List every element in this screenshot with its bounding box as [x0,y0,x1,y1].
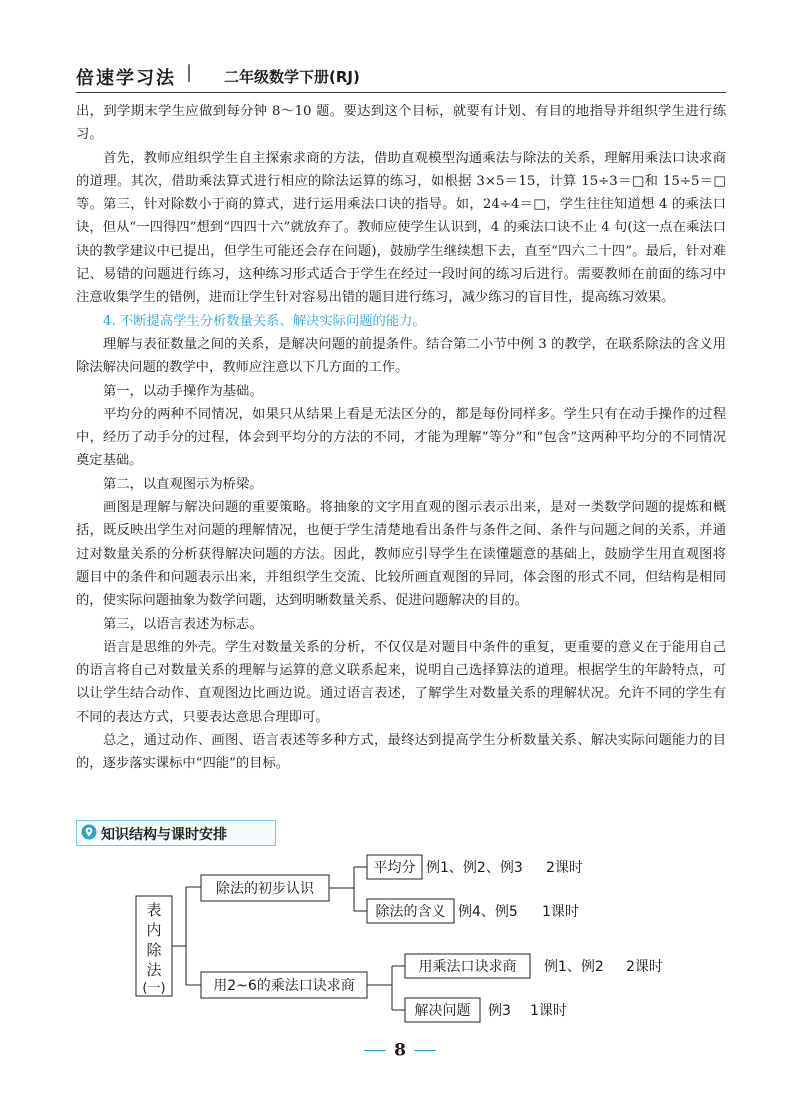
footer-dash [364,1050,386,1051]
body-text [76,100,726,776]
root-char: 法 [146,961,162,979]
section-tag [76,820,276,846]
leaf-label: 解决问题 [414,1003,471,1019]
paragraph: 第二，以直观图示为桥梁。 [103,476,263,492]
section-heading: 4. 不断提高学生分析数量关系、解决实际问题的能力。 [103,313,426,329]
book-title: 二年级数学下册(RJ) [224,68,360,86]
leaf-label: 平均分 [373,860,416,876]
location-pin-icon [81,824,97,840]
paragraph: 平均分的两种不同情况，如果只从结果上看是无法区分的，都是每份同样多。学生只有在动手操作的过程中，经历了动手分的过程，体会到平均分的方法的不同，才能为理解“等分”和“包含”这两种平均分的不同情况奠定基础。 [76,406,726,469]
branch-box [201,875,329,901]
paragraph: 出，到学期末学生应做到每分钟 8～10 题。要达到这个目标，就要有计划、有目的地指导并组织学生进行练习。 [76,104,726,143]
header-separator: | [186,62,193,83]
leaf-label: 除法的含义 [375,904,446,920]
paragraph: 第三，以语言表述为标志。 [103,616,263,632]
leaf-box [405,998,480,1022]
section-title: 知识结构与课时安排 [101,827,227,843]
leaf-examples: 例1、例2、例3 [426,860,523,876]
leaf-box [367,899,454,923]
root-char: (一) [142,981,166,996]
paragraph: 首先，教师应组织学生自主探索求商的方法，借助直观模型沟通乘法与除法的关系，理解用乘法口诀求商的道理。其次，借助乘法算式进行相应的除法运算的练习，如根据 3×5＝15，计算 15÷3＝□和 15÷5＝□等。第三，针对除数小于商的算式，进行运用乘法口诀的指导。如，24÷4＝□，学生往往知道想 4 的乘法口诀，但从“一四得四”想到“四四十六”就放弃了。教师应使学生认识到，4 的乘法口诀不止 4 句(这一点在乘法口诀的教学建议中已提出，但学生可能还会存在问题)，鼓励学生继续想下去，直至“四六二十四”。最后，针对难记、易错的问题进行练习，这种练习形式适合于学生在经过一段时间的练习后进行。需要教师在前面的练习中注意收集学生的错例，进而让学生针对容易出错的题目进行练习，减少练习的盲目性，提高练习效果。 [76,150,726,306]
branch-label: 用2~6的乘法口诀求商 [213,978,355,994]
paragraph: 理解与表征数量之间的关系，是解决问题的前提条件。结合第二小节中例 3 的教学，在联系除法的含义用除法解决问题的教学中，教师应注意以下几方面的工作。 [76,336,726,376]
paragraph: 画图是理解与解决问题的重要策略。将抽象的文字用直观的图示表示出来，是对一类数学问题的提炼和概括，既反映出学生对问题的理解情况，也便于学生清楚地看出条件与条件之间、条件与问题之间的关系，并通过对数量关系的分析获得解决问题的方法。因此，教师应引导学生在读懂题意的基础上，鼓励学生用直观图将题目中的条件和问题表示出来，并组织学生交流、比较所画直观图的异同，体会图的形式不同，但结构是相同的，使实际问题抽象为数学问题，达到明晰数量关系、促进问题解决的目的。 [76,500,726,609]
root-box [136,896,172,996]
header-rule [76,92,726,93]
leaf-examples: 例3 [488,1003,511,1019]
paragraph: 第一，以动手操作为基础。 [103,383,263,399]
page-footer [340,1040,460,1061]
leaf-examples: 例4、例5 [458,904,518,920]
leaf-examples: 例1、例2 [544,959,604,975]
root-char: 表 [146,901,162,919]
page-number: 8 [394,1040,406,1061]
footer-dash [414,1050,436,1051]
series-brand: 倍速学习法 [76,68,176,89]
leaf-hours: 2课时 [626,959,663,975]
root-char: 内 [146,921,162,939]
branch-label: 除法的初步认识 [216,881,314,897]
page-header [76,60,726,94]
root-char: 除 [146,941,162,959]
leaf-hours: 1课时 [530,1003,567,1019]
leaf-hours: 1课时 [542,904,579,920]
paragraph: 总之，通过动作、画图、语言表述等多种方式，最终达到提高学生分析数量关系、解决实际问题能力的目的，逐步落实课标中“四能”的目标。 [76,733,726,772]
leaf-box [405,954,530,978]
paragraph: 语言是思维的外壳。学生对数量关系的分析，不仅仅是对题目中条件的重复，更重要的意义在于能用自己的语言将自己对数量关系的理解与运算的意义联系起来，说明自己选择算法的道理。根据学生的年龄特点，可以让学生结合动作、直观图边比画边说。通过语言表述，了解学生对数量关系的理解状况。允许不同的学生有不同的表达方式，只要表达意思合理即可。 [76,639,726,725]
leaf-box [367,855,422,879]
branch-box [201,972,367,998]
leaf-label: 用乘法口诀求商 [418,959,517,975]
leaf-hours: 2课时 [546,860,583,876]
